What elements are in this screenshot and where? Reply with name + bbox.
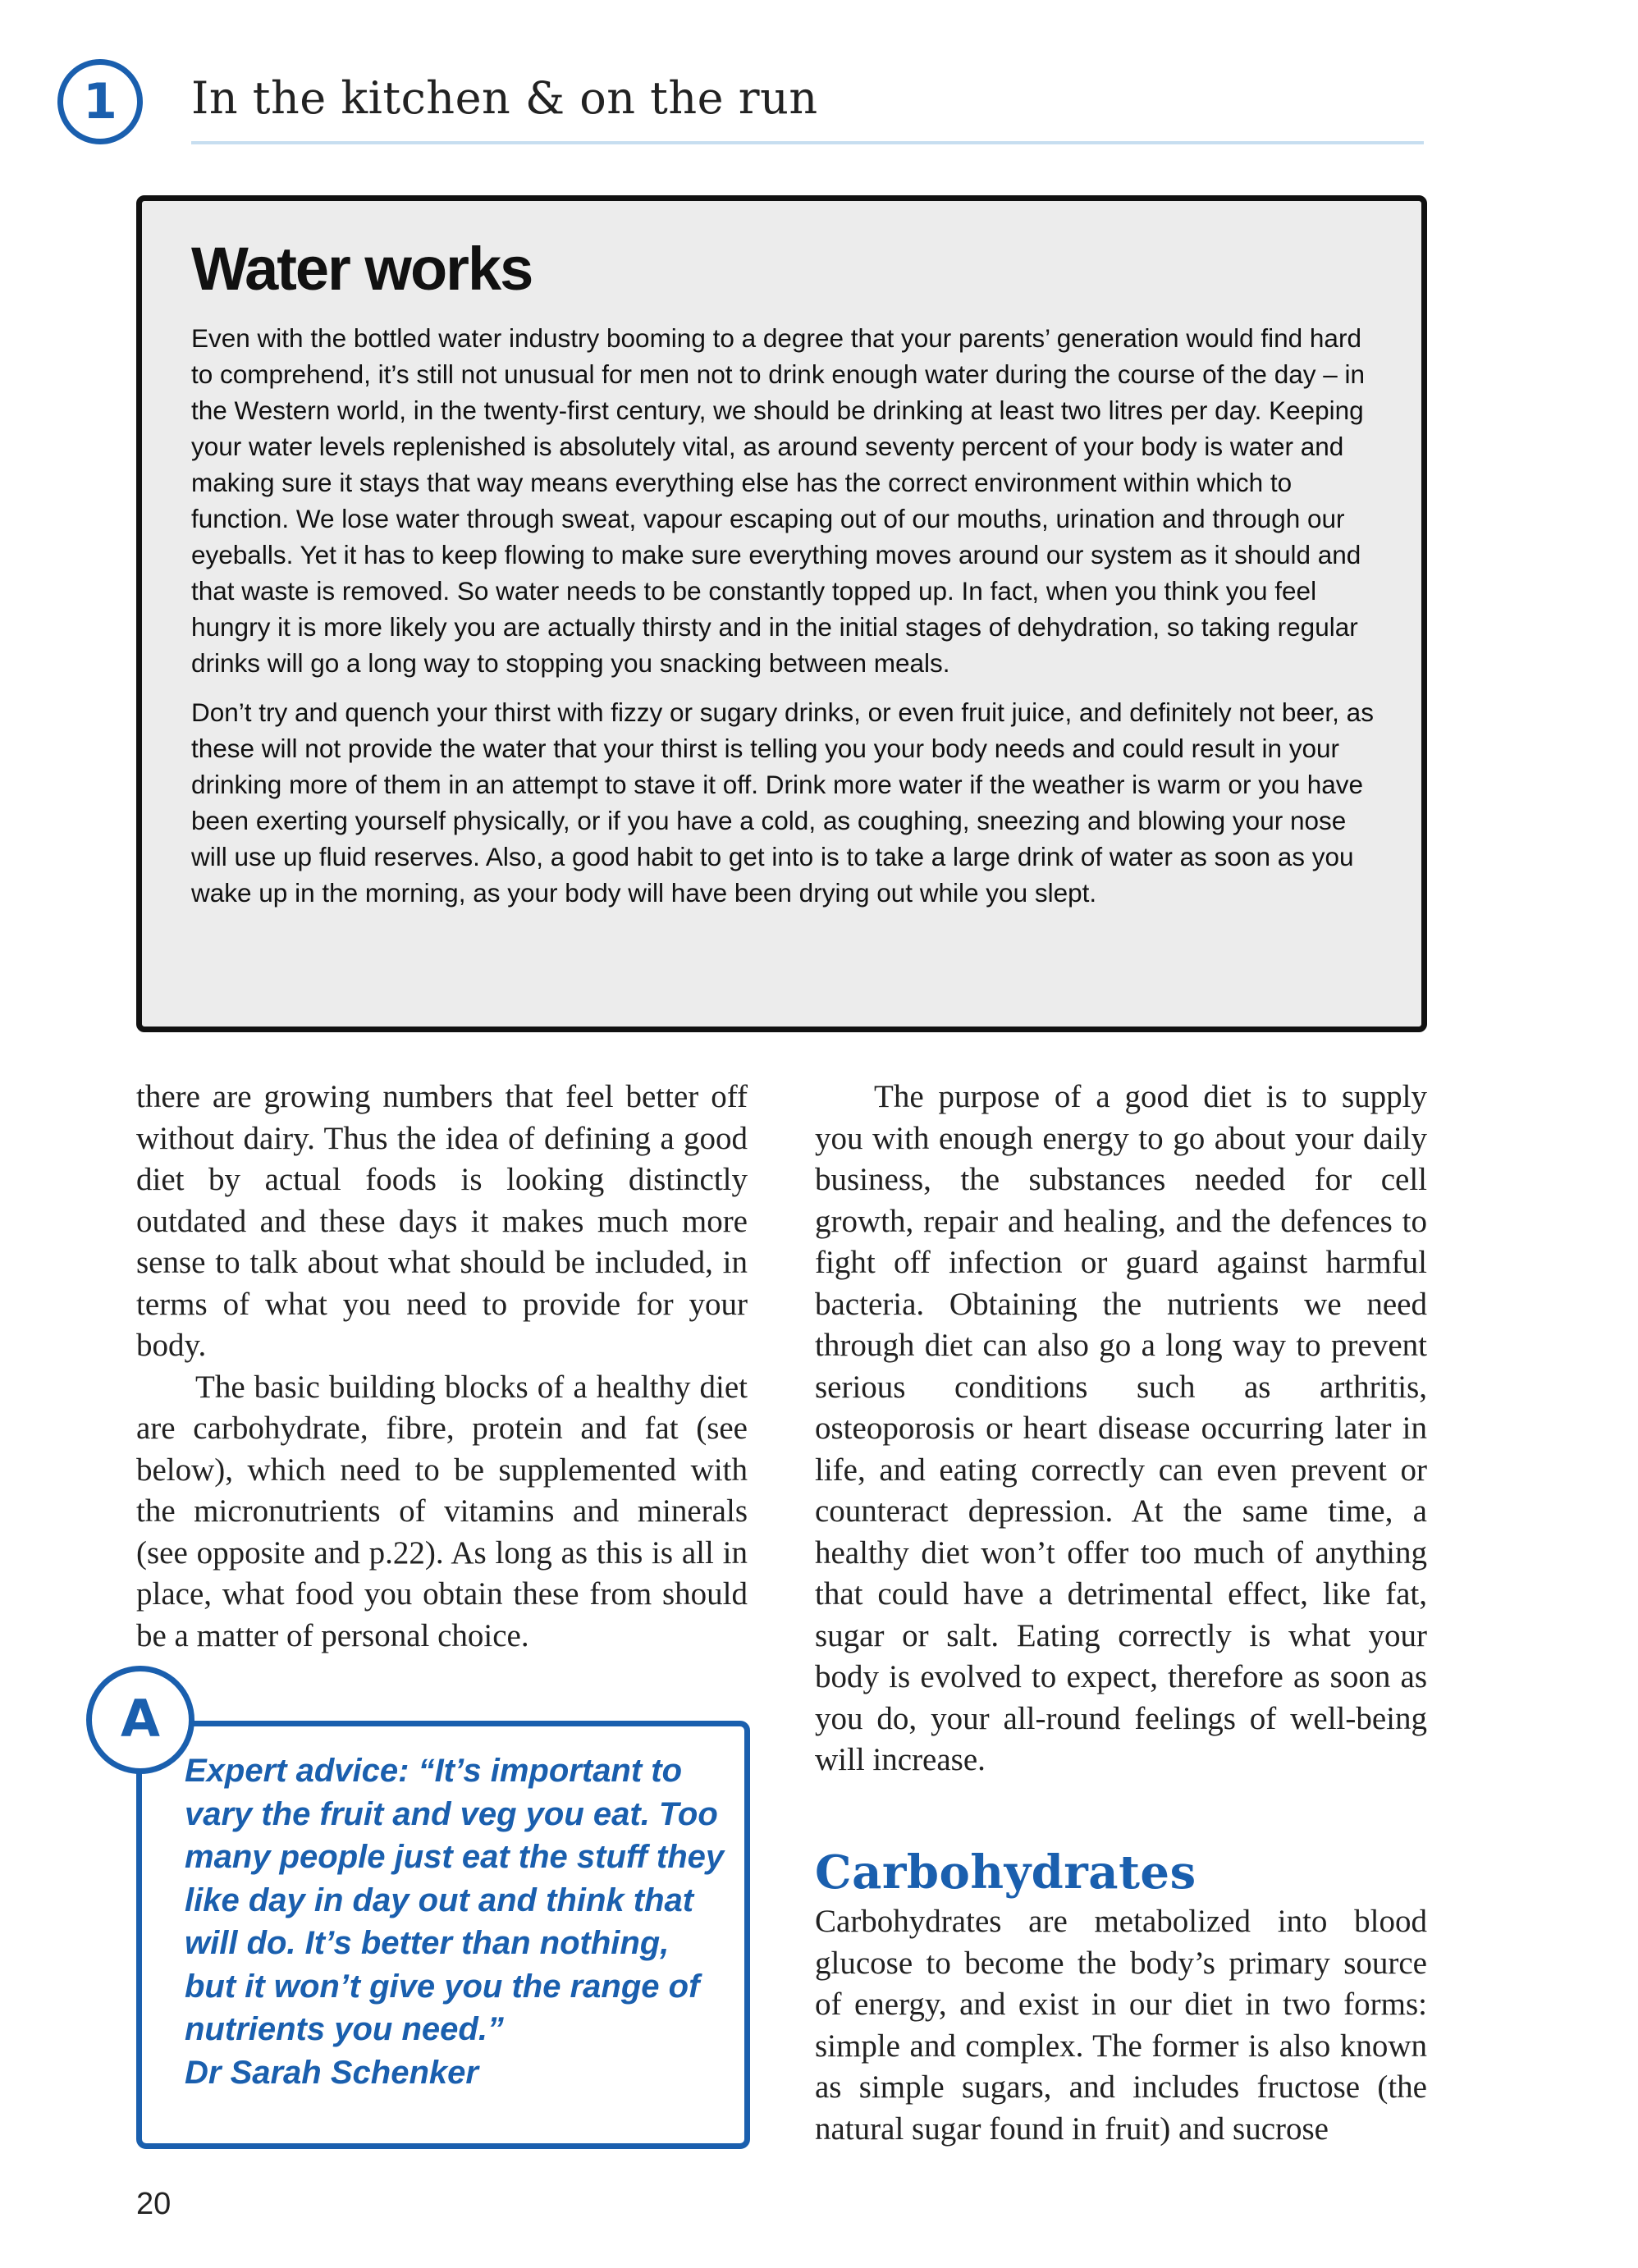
right-column: [815, 1077, 1427, 2150]
left-column: [136, 1077, 748, 1657]
expert-advice-quote: Expert advice: “It’s important to vary the fruit and veg you eat. Too many people just eat the stuff they like day in day out and think that will do. It’s better than nothing, but it won’t give you the range of nutrients you need.”: [185, 1753, 725, 2047]
carbohydrates-paragraph: Carbohydrates are metabolized into blood glucose to become the body’s primary source of energy, and exist in our diet in two forms: simple and complex. The former is also known as simple sugars, and includes fructose (the natural sugar found in fruit) and sucrose: [815, 1904, 1427, 2147]
water-works-paragraph-1: Even with the bottled water industry booming to a degree that your parents’ generation would find hard to comprehend, it’s still not unusual for men not to drink enough water during the course of the day – in the Western world, in the twenty-first century, we should be drinking at least two litres per day. Keeping your water levels replenished is absolutely vital, as around seventy percent of your body is water and making sure it stays that way means everything else has the correct environment within which to function. We lose water through sweat, vapour escaping out of our mouths, urination and through our eyeballs. Yet it has to keep flowing to make sure everything moves around our system as it should and that waste is removed. So water needs to be constantly topped up. In fact, when you think you feel hungry it is more likely you are actually thirsty and in the initial stages of dehydration, so taking regular drinks will go a long way to stopping you snacking between meals.: [191, 323, 1366, 678]
left-paragraph-1: there are growing numbers that feel better off without dairy. Thus the idea of defining a good diet by actual foods is looking distinctly outdated and these days it makes much more sense to talk about what should be included, in terms of what you need to provide for your body.: [136, 1079, 748, 1363]
left-paragraph-2: The basic building blocks of a healthy diet are carbohydrate, fibre, protein and fat (see below), which need to be supplemented with the micronutrients of vitamins and minerals (see opposite and p.22). As long as this is all in place, what food you obtain these from should be a matter of personal choice.: [136, 1369, 748, 1653]
expert-advice-author: Dr Sarah Schenker: [185, 2054, 478, 2091]
water-works-paragraph-2: Don’t try and quench your thirst with fizzy or sugary drinks, or even fruit juice, and definitely not beer, as these will not provide the water that your thirst is telling you your body needs and could result in your drinking more of them in an attempt to stave it off. Drink more water if the weather is warm or you have been exerting yourself physically, or if you have a cold, as coughing, sneezing and blowing your nose will use up fluid reserves. Also, a good habit to get into is to take a large drink of water as soon as you wake up in the morning, as your body will have been drying out while you slept.: [191, 697, 1374, 908]
carbohydrates-heading: Carbohydrates: [815, 1845, 1196, 1900]
right-paragraph-intro: The purpose of a good diet is to supply you with enough energy to go about your daily business, the substances needed for cell growth, repair and healing, and the defences to fight off infection or guard against harmful bacteria. Obtaining the nutrients we need through diet can also go a long way to prevent serious conditions such as arthritis, osteoporosis or heart disease occurring later in life, and eating correctly can even prevent or counteract depression. At the same time, a healthy diet won’t offer too much of anything that could have a detrimental effect, like fat, sugar or salt. Eating correctly is what your body is evolved to expect, therefore as soon as you do, your all-round feelings of well-being will increase.: [815, 1079, 1427, 1777]
page-number: 20: [136, 2187, 172, 2221]
water-works-title: Water works: [191, 235, 533, 303]
chapter-divider: [191, 141, 1424, 144]
expert-advice-text: [185, 1749, 726, 2094]
water-works-box: [136, 195, 1427, 1032]
chapter-number-badge: 1: [57, 59, 143, 144]
chapter-title: In the kitchen & on the run: [191, 72, 818, 124]
expert-advice-badge: A: [86, 1666, 194, 1774]
